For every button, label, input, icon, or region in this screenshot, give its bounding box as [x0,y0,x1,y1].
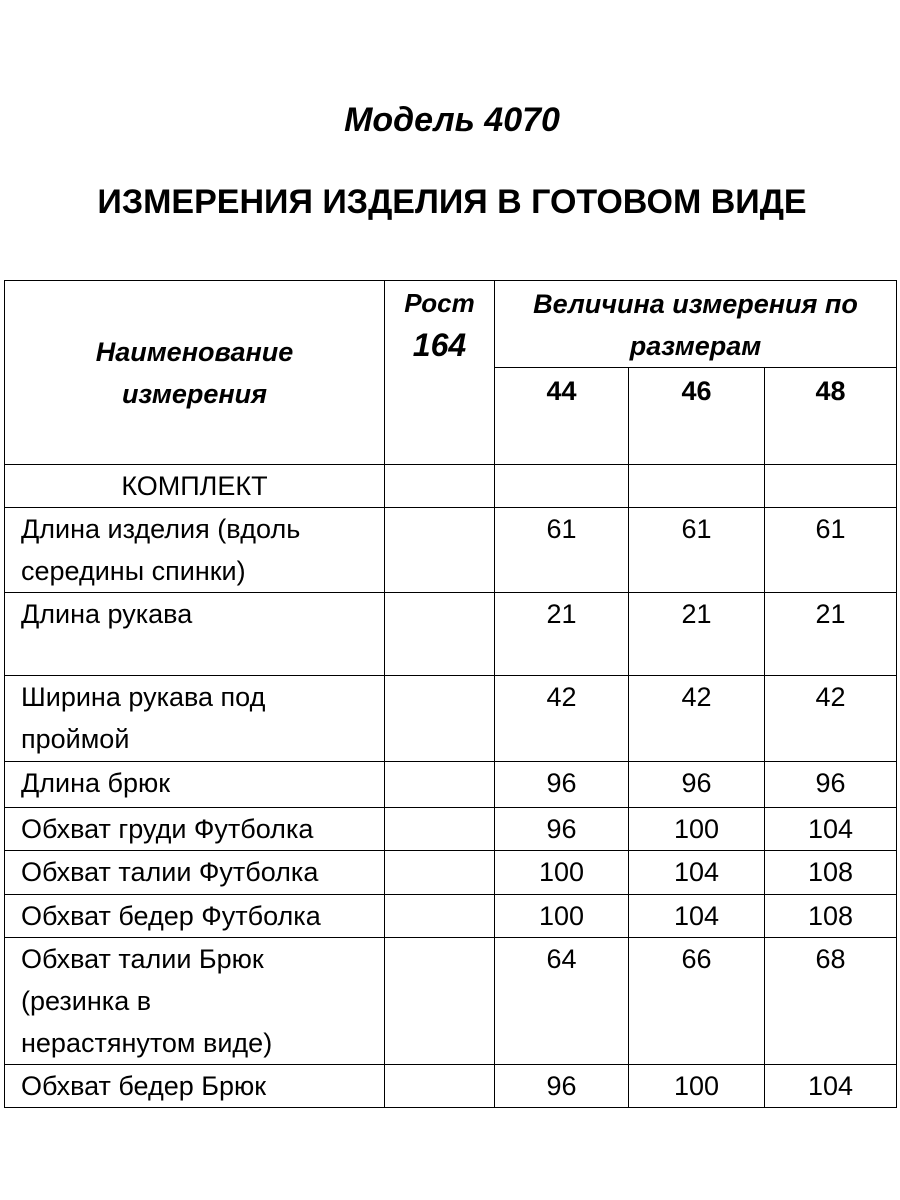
name-line: Обхват талии Футболка [21,857,319,887]
section-empty-cell [385,465,495,508]
table-row [5,895,897,938]
value-48: 42 [765,676,897,762]
model-title: Модель 4070 [344,101,560,139]
value-48: 21 [765,593,897,676]
value-44: 96 [495,808,629,851]
table-row [5,808,897,851]
value-48: 108 [765,851,897,895]
section-label: КОМПЛЕКТ [5,465,385,508]
name-line: (резинка в [21,986,152,1016]
height-cell [385,851,495,895]
value-46: 100 [629,1065,765,1108]
value-44: 61 [495,508,629,593]
value-44: 64 [495,938,629,1065]
measurement-name [5,676,385,762]
measurement-name [5,508,385,593]
measurement-name [5,593,385,676]
height-cell [385,676,495,762]
height-cell [385,593,495,676]
value-46: 100 [629,808,765,851]
value-46: 61 [629,508,765,593]
header-size-44: 44 [495,368,629,465]
name-line: нерастянутом виде) [21,1028,273,1058]
height-cell [385,1065,495,1108]
section-row [5,465,897,508]
height-cell [385,938,495,1065]
header-size-46: 46 [629,368,765,465]
section-empty-cell [629,465,765,508]
value-46: 96 [629,762,765,808]
header-measurement-name [5,281,385,465]
measurements-table [4,280,897,1108]
height-cell [385,508,495,593]
table-row [5,676,897,762]
name-line: Обхват груди Футболка [21,814,314,844]
measurement-name [5,762,385,808]
value-44: 100 [495,895,629,938]
page-title: ИЗМЕРЕНИЯ ИЗДЕЛИЯ В ГОТОВОМ ВИДЕ [97,183,807,221]
name-line: Обхват бедер Футболка [21,901,321,931]
header-height-label: Рост [404,288,475,318]
value-48: 96 [765,762,897,808]
table-row [5,851,897,895]
measurement-name [5,895,385,938]
table-row [5,593,897,676]
value-48: 108 [765,895,897,938]
value-46: 66 [629,938,765,1065]
value-44: 96 [495,1065,629,1108]
measurement-name [5,808,385,851]
name-line: Длина брюк [21,768,171,798]
name-line: Обхват бедер Брюк [21,1071,267,1101]
name-line: Обхват талии Брюк [21,944,264,974]
table-row [5,938,897,1065]
header-group-line2: размерам [629,331,762,361]
header-name-line1: Наименование [95,336,294,367]
section-empty-cell [765,465,897,508]
name-line: Длина рукава [21,599,193,629]
value-44: 21 [495,593,629,676]
value-44: 42 [495,676,629,762]
header-group-line1: Величина измерения по [533,289,858,319]
value-46: 21 [629,593,765,676]
header-name-line2: измерения [121,378,268,409]
name-line: проймой [21,724,130,754]
value-46: 104 [629,851,765,895]
height-cell [385,808,495,851]
height-cell [385,762,495,808]
header-row-top [5,281,897,368]
value-48: 104 [765,1065,897,1108]
value-44: 96 [495,762,629,808]
table-row [5,1065,897,1108]
height-cell [385,895,495,938]
header-size-48: 48 [765,368,897,465]
name-line: середины спинки) [21,556,246,586]
section-empty-cell [495,465,629,508]
name-line: Ширина рукава под [21,682,266,712]
measurement-name [5,938,385,1065]
table-row [5,762,897,808]
measurement-name [5,851,385,895]
header-height [385,281,495,465]
value-44: 100 [495,851,629,895]
value-48: 61 [765,508,897,593]
value-46: 104 [629,895,765,938]
header-size-group [495,281,897,368]
value-46: 42 [629,676,765,762]
measurement-name [5,1065,385,1108]
value-48: 68 [765,938,897,1065]
value-48: 104 [765,808,897,851]
table-row [5,508,897,593]
header-height-value: 164 [412,327,467,363]
name-line: Длина изделия (вдоль [21,514,301,544]
